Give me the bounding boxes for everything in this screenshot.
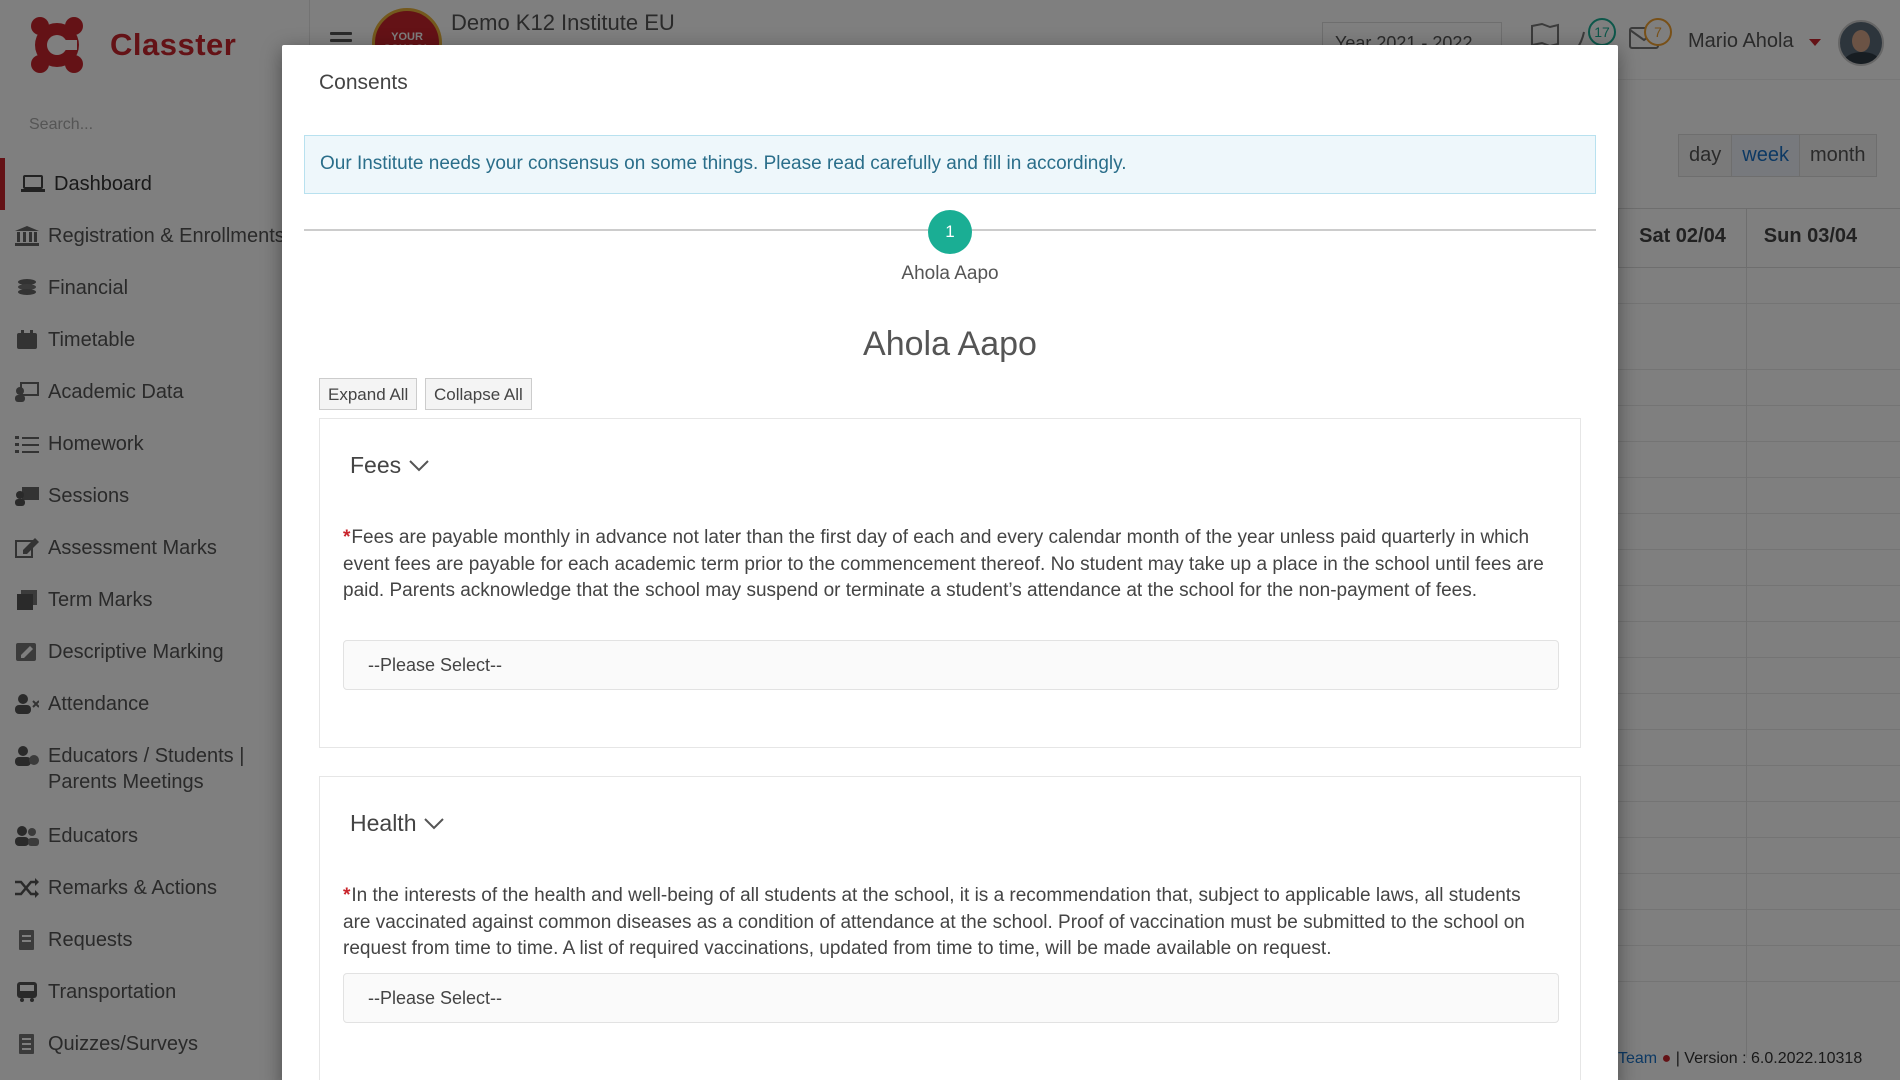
consent-section-fees: [319, 418, 1581, 748]
section-title: Fees: [350, 452, 402, 478]
section-body: In the interests of the health and well-being of all students at the school, it is a recommendation that, subject to applicable laws, all students are vaccinated against common diseases as a condition of attendance at the school. Proof of vaccination must be submitted to the school on request from time to time. A list of required vaccinations, updated from time to time, will be made available on request.: [343, 885, 1525, 959]
collapse-all-button[interactable]: Collapse All: [425, 378, 532, 410]
required-mark: *: [343, 885, 351, 906]
section-toggle-fees[interactable]: [350, 452, 429, 479]
section-toggle-health[interactable]: [350, 810, 444, 837]
info-alert: Our Institute needs your consensus on some things. Please read carefully and fill in accordingly.: [304, 135, 1596, 194]
fees-consent-select[interactable]: --Please Select--: [343, 640, 1559, 690]
modal-title: Consents: [319, 71, 408, 94]
chevron-down-icon: [409, 460, 429, 472]
step-label: Ahola Aapo: [901, 263, 999, 284]
section-text: [343, 525, 1553, 605]
required-mark: *: [343, 527, 351, 548]
student-name-heading: Ahola Aapo: [863, 325, 1037, 363]
section-text: [343, 883, 1553, 963]
section-body: Fees are payable monthly in advance not later than the first day of each and every calendar month of the year unless paid quarterly in which event fees are payable for each academic term prior to the commencement thereof. No student may take up a place in the school until fees are paid. Parents acknowledge that the school may suspend or terminate a student’s attendance at the school for the non-payment of fees.: [343, 527, 1544, 601]
expand-all-button[interactable]: Expand All: [319, 378, 417, 410]
chevron-down-icon: [424, 818, 444, 830]
consent-section-health: [319, 776, 1581, 1080]
health-consent-select[interactable]: --Please Select--: [343, 973, 1559, 1023]
section-title: Health: [350, 810, 417, 836]
consents-modal: [282, 45, 1618, 1080]
step-indicator[interactable]: 1: [928, 210, 972, 254]
